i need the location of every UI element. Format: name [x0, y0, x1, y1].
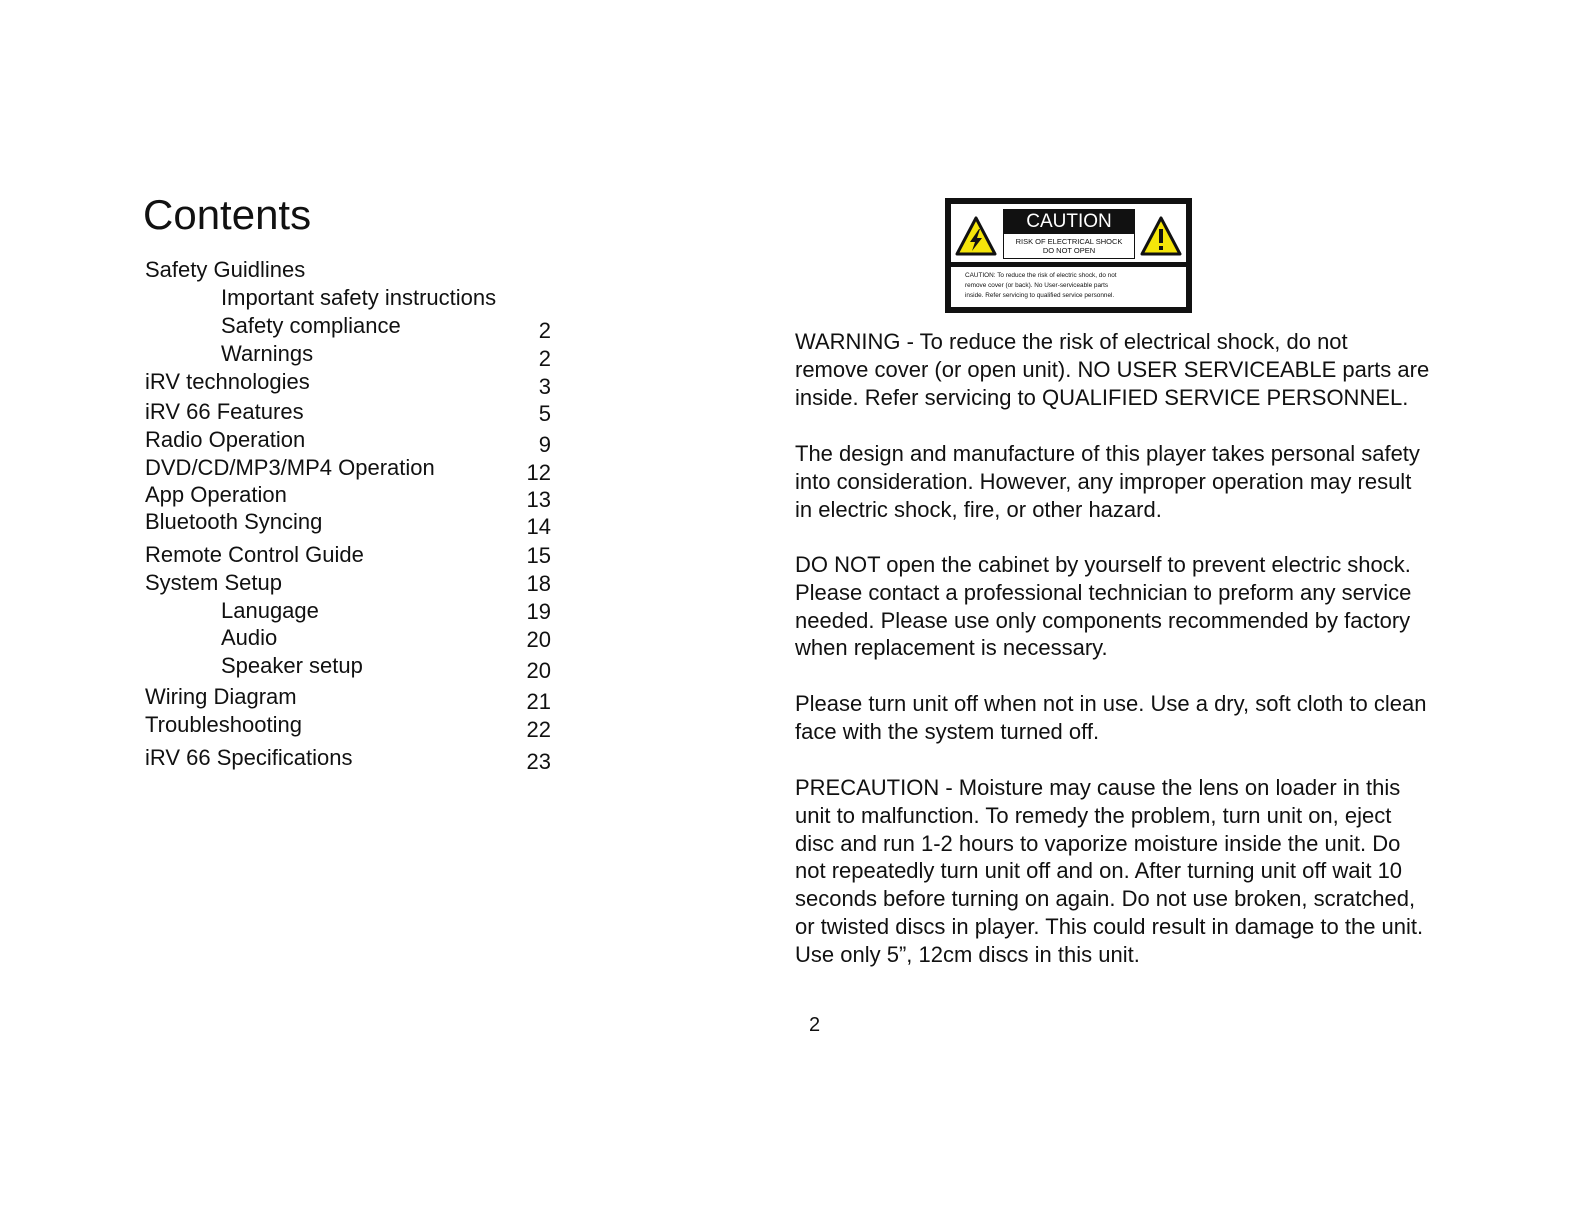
- toc-item-page: 23: [526, 749, 551, 774]
- exclamation-warning-icon: [1140, 216, 1182, 256]
- caution-label-bottom-panel: [951, 267, 1186, 307]
- toc-item-label: Remote Control Guide: [145, 542, 364, 567]
- toc-item-page: 20: [526, 627, 551, 652]
- do-not-open-paragraph: DO NOT open the cabinet by yourself to prevent electric shock. Please contact a professional technician to preform any service needed. Please use only components recommended by factory when replacement is necessary.: [795, 552, 1412, 661]
- toc-item-page: 9: [538, 432, 551, 457]
- caution-note: CAUTION: To reduce the risk of electric shock, do not remove cover (or back). No User-serviceable parts inside. Refer servicing to qualified service personnel.: [965, 272, 1117, 299]
- toc-item-page: 13: [526, 487, 551, 512]
- toc-item-page: 14: [526, 514, 551, 539]
- precaution-paragraph: PRECAUTION - Moisture may cause the lens on loader in this unit to malfunction. To remedy the problem, turn unit on, eject disc and run 1-2 hours to vaporize moisture inside the unit. Do not repeatedly turn unit off and on. After turning unit off wait 10 seconds before turning on again. Do not use broken, scratched, or twisted discs in player. This could result in damage to the unit. Use only 5”, 12cm discs in this unit.: [795, 775, 1424, 967]
- toc-item-label: Safety compliance: [221, 313, 401, 338]
- caution-heading: CAUTION: [1004, 210, 1134, 234]
- toc-item-label: App Operation: [145, 482, 287, 507]
- toc-item-label: Safety Guidlines: [145, 257, 306, 282]
- caution-label-top-panel: [951, 204, 1186, 262]
- design-paragraph: The design and manufacture of this player takes personal safety into consideration. However, any improper operation may result in electric shock, fire, or other hazard.: [795, 441, 1420, 522]
- lightning-warning-icon: [955, 216, 997, 256]
- caution-label: [945, 198, 1192, 313]
- toc-item-page: 18: [526, 571, 551, 596]
- toc-item-label: Wiring Diagram: [145, 684, 297, 709]
- toc-item-label: Lanugage: [221, 598, 319, 623]
- toc-item-page: 5: [538, 401, 551, 426]
- toc-item-page: 2: [538, 346, 551, 371]
- page-number: 2: [809, 1014, 821, 1036]
- toc-item-label: Important safety instructions: [221, 285, 497, 310]
- toc-item-label: iRV technologies: [145, 369, 310, 394]
- toc-item-label: iRV 66 Specifications: [145, 745, 353, 770]
- toc-item-page: 12: [526, 460, 551, 485]
- warning-paragraph: WARNING - To reduce the risk of electrical shock, do not remove cover (or open unit). NO USER SERVICEABLE parts are inside. Refer servicing to QUALIFIED SERVICE PERSONNEL.: [795, 329, 1430, 410]
- toc-item-page: 22: [526, 717, 551, 742]
- toc-item-page: 15: [526, 543, 551, 568]
- toc-item-label: iRV 66 Features: [145, 399, 304, 424]
- turn-off-paragraph: Please turn unit off when not in use. Use a dry, soft cloth to clean face with the system turned off.: [795, 691, 1427, 744]
- toc-item-label: Speaker setup: [221, 653, 363, 678]
- toc-item-page: 20: [526, 658, 551, 683]
- toc-item-label: Radio Operation: [145, 427, 306, 452]
- caution-subheading: RISK OF ELECTRICAL SHOCK DO NOT OPEN: [1015, 237, 1123, 255]
- toc-item-page: 19: [526, 599, 551, 624]
- caution-center-box: [1003, 209, 1135, 259]
- toc-item-label: Audio: [221, 625, 278, 650]
- toc-item-page: 3: [538, 374, 551, 399]
- toc-item-label: Troubleshooting: [145, 712, 302, 737]
- toc-item-page: 2: [538, 318, 551, 343]
- toc-item-page: 21: [526, 689, 551, 714]
- toc-item-label: Bluetooth Syncing: [145, 509, 323, 534]
- toc-item-label: DVD/CD/MP3/MP4 Operation: [145, 455, 435, 480]
- contents-title: Contents: [143, 191, 312, 238]
- toc-item-label: Warnings: [221, 341, 314, 366]
- toc-item-label: System Setup: [145, 570, 282, 595]
